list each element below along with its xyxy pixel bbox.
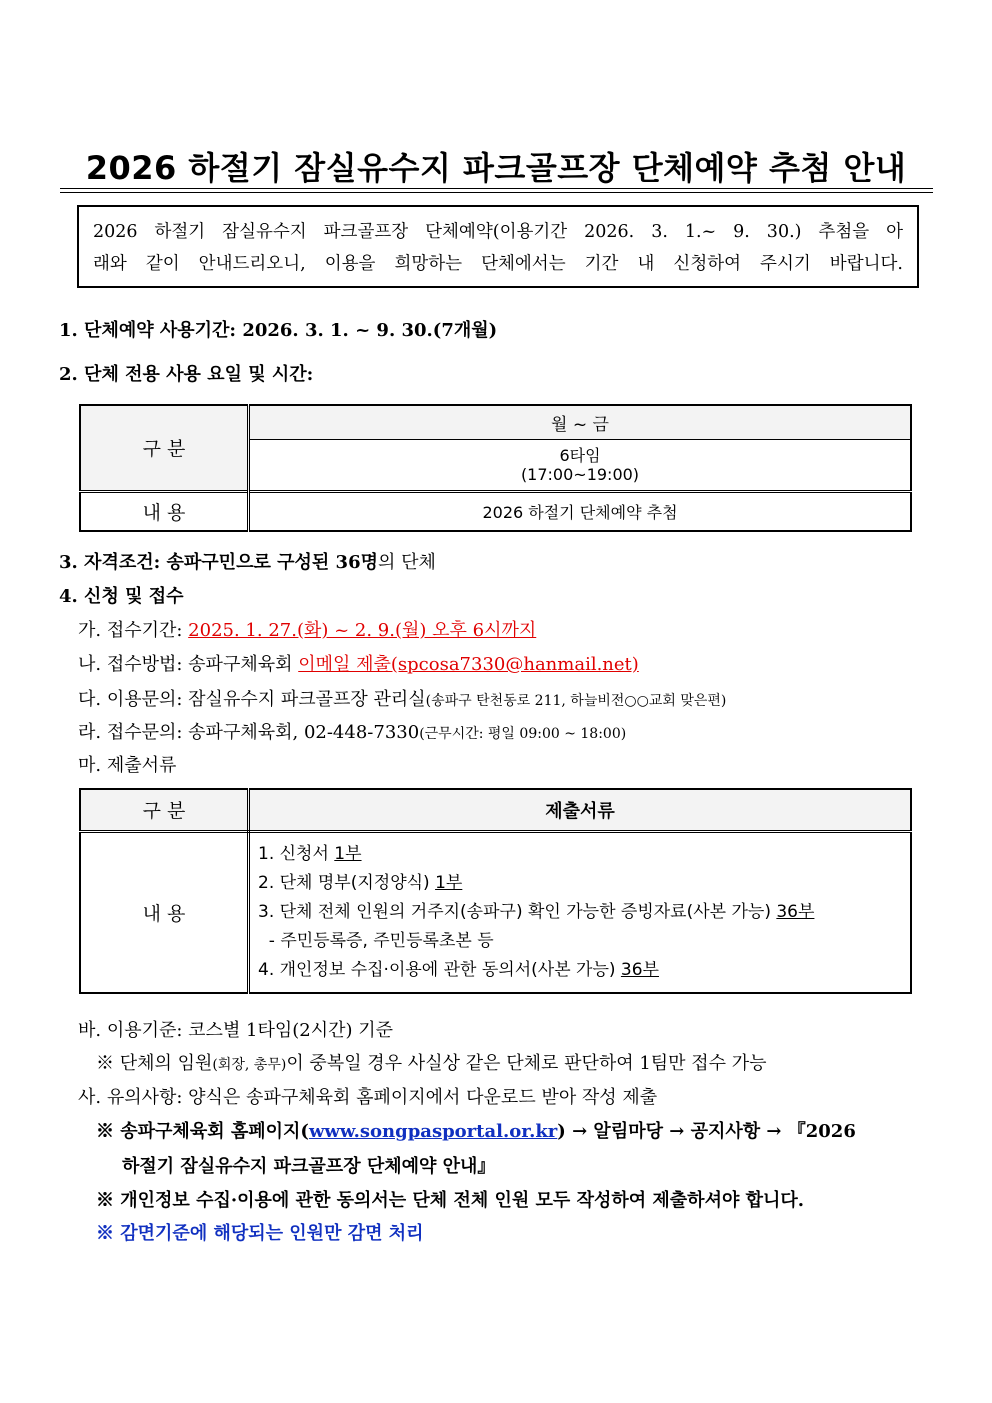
item-na-label: 나. 접수방법: 송파구체육회: [78, 654, 299, 675]
item-na-email[interactable]: 이메일 제출(spcosa7330@hanmail.net): [298, 654, 639, 675]
note-homepage: ※ 송파구체육회 홈페이지(www.songpasportal.or.kr) → 알림마당 → 공지사항 → 『2026: [96, 1121, 856, 1142]
docs-item: 4. 개인정보 수집·이용에 관한 동의서(사본 가능) 36부: [258, 959, 659, 980]
item-ra-label: 라. 접수문의: 송파구체육회, 02-448-7330: [78, 722, 420, 743]
schedule-content-label: 내 용: [80, 491, 249, 531]
item-da: [78, 685, 726, 711]
docs-item-sub: - 주민등록증, 주민등록초본 등: [258, 930, 494, 951]
section-1-period: 1. 단체예약 사용기간: 2026. 3. 1. ~ 9. 30.(7개월): [59, 320, 498, 341]
intro-line-1: 2026 하절기 잠실유수지 파크골프장 단체예약(이용기간 2026. 3. 1.~ 9. 30.) 추첨을 아: [93, 222, 903, 242]
docs-category-header: 구 분: [80, 789, 249, 831]
section-3-bold: 3. 자격조건: 송파구민으로 구성된 36명: [59, 552, 378, 573]
item-ma: 마. 제출서류: [78, 755, 177, 776]
schedule-category-label: 구 분: [80, 405, 249, 491]
section-3-eligibility: [59, 548, 436, 574]
item-na: [78, 650, 639, 676]
note-ba: ※ 단체의 임원(회장, 총무)이 중복일 경우 사실상 같은 단체로 판단하여 1팀만 접수 가능: [96, 1053, 767, 1074]
item-ra-detail: (근무시간: 평일 09:00 ~ 18:00): [419, 726, 627, 742]
schedule-table: [79, 404, 912, 532]
note-homepage-line-2: 하절기 잠실유수지 파크골프장 단체예약 안내』: [122, 1156, 496, 1177]
docs-item: 2. 단체 명부(지정양식) 1부: [258, 872, 463, 893]
page-title: 2026 하절기 잠실유수지 파크골프장 단체예약 추첨 안내: [85, 149, 907, 187]
item-da-detail: (송파구 탄천동로 211, 하늘비전○○교회 맞은편): [425, 693, 727, 709]
homepage-link[interactable]: www.songpasportal.or.kr: [308, 1121, 558, 1142]
item-da-label: 다. 이용문의: 잠실유수지 파크골프장 관리실: [78, 689, 426, 710]
docs-header: 제출서류: [249, 789, 912, 831]
schedule-content: 2026 하절기 단체예약 추첨: [249, 491, 912, 531]
docs-list: [249, 831, 912, 993]
intro-line-2: 래와 같이 안내드리오니, 이용을 희망하는 단체에서는 기간 내 신청하여 주시기 바랍니다.: [93, 254, 903, 274]
item-ga-label: 가. 접수기간:: [78, 620, 189, 641]
section-4-heading: 4. 신청 및 접수: [59, 586, 184, 607]
docs-item: 1. 신청서 1부: [258, 843, 362, 864]
schedule-time-range: (17:00~19:00): [520, 464, 640, 484]
schedule-time-slot: 6타임: [559, 445, 601, 465]
schedule-time-cell: [249, 439, 912, 491]
section-3-rest: 의 단체: [377, 552, 436, 573]
title-rule-top: [60, 188, 933, 189]
documents-table: [79, 788, 912, 994]
intro-box: [77, 205, 919, 288]
docs-item: 3. 단체 전체 인원의 거주지(송파구) 확인 가능한 증빙자료(사본 가능) 36부: [258, 901, 815, 922]
section-2-heading: 2. 단체 전용 사용 요일 및 시간:: [59, 364, 314, 385]
docs-content-label: 내 용: [80, 831, 249, 993]
item-ga-value: 2025. 1. 27.(화) ~ 2. 9.(월) 오후 6시까지: [188, 620, 537, 641]
item-ba: 바. 이용기준: 코스별 1타임(2시간) 기준: [78, 1020, 394, 1041]
schedule-days: 월 ~ 금: [249, 405, 912, 439]
note-reduction: ※ 감면기준에 해당되는 인원만 감면 처리: [96, 1223, 424, 1244]
item-ra: [78, 718, 626, 744]
note-consent: ※ 개인정보 수집·이용에 관한 동의서는 단체 전체 인원 모두 작성하여 제출하셔야 합니다.: [96, 1190, 805, 1211]
item-ga: [78, 616, 536, 642]
item-sa: 사. 유의사항: 양식은 송파구체육회 홈페이지에서 다운로드 받아 작성 제출: [78, 1087, 658, 1108]
title-rule-bottom: [60, 192, 933, 193]
